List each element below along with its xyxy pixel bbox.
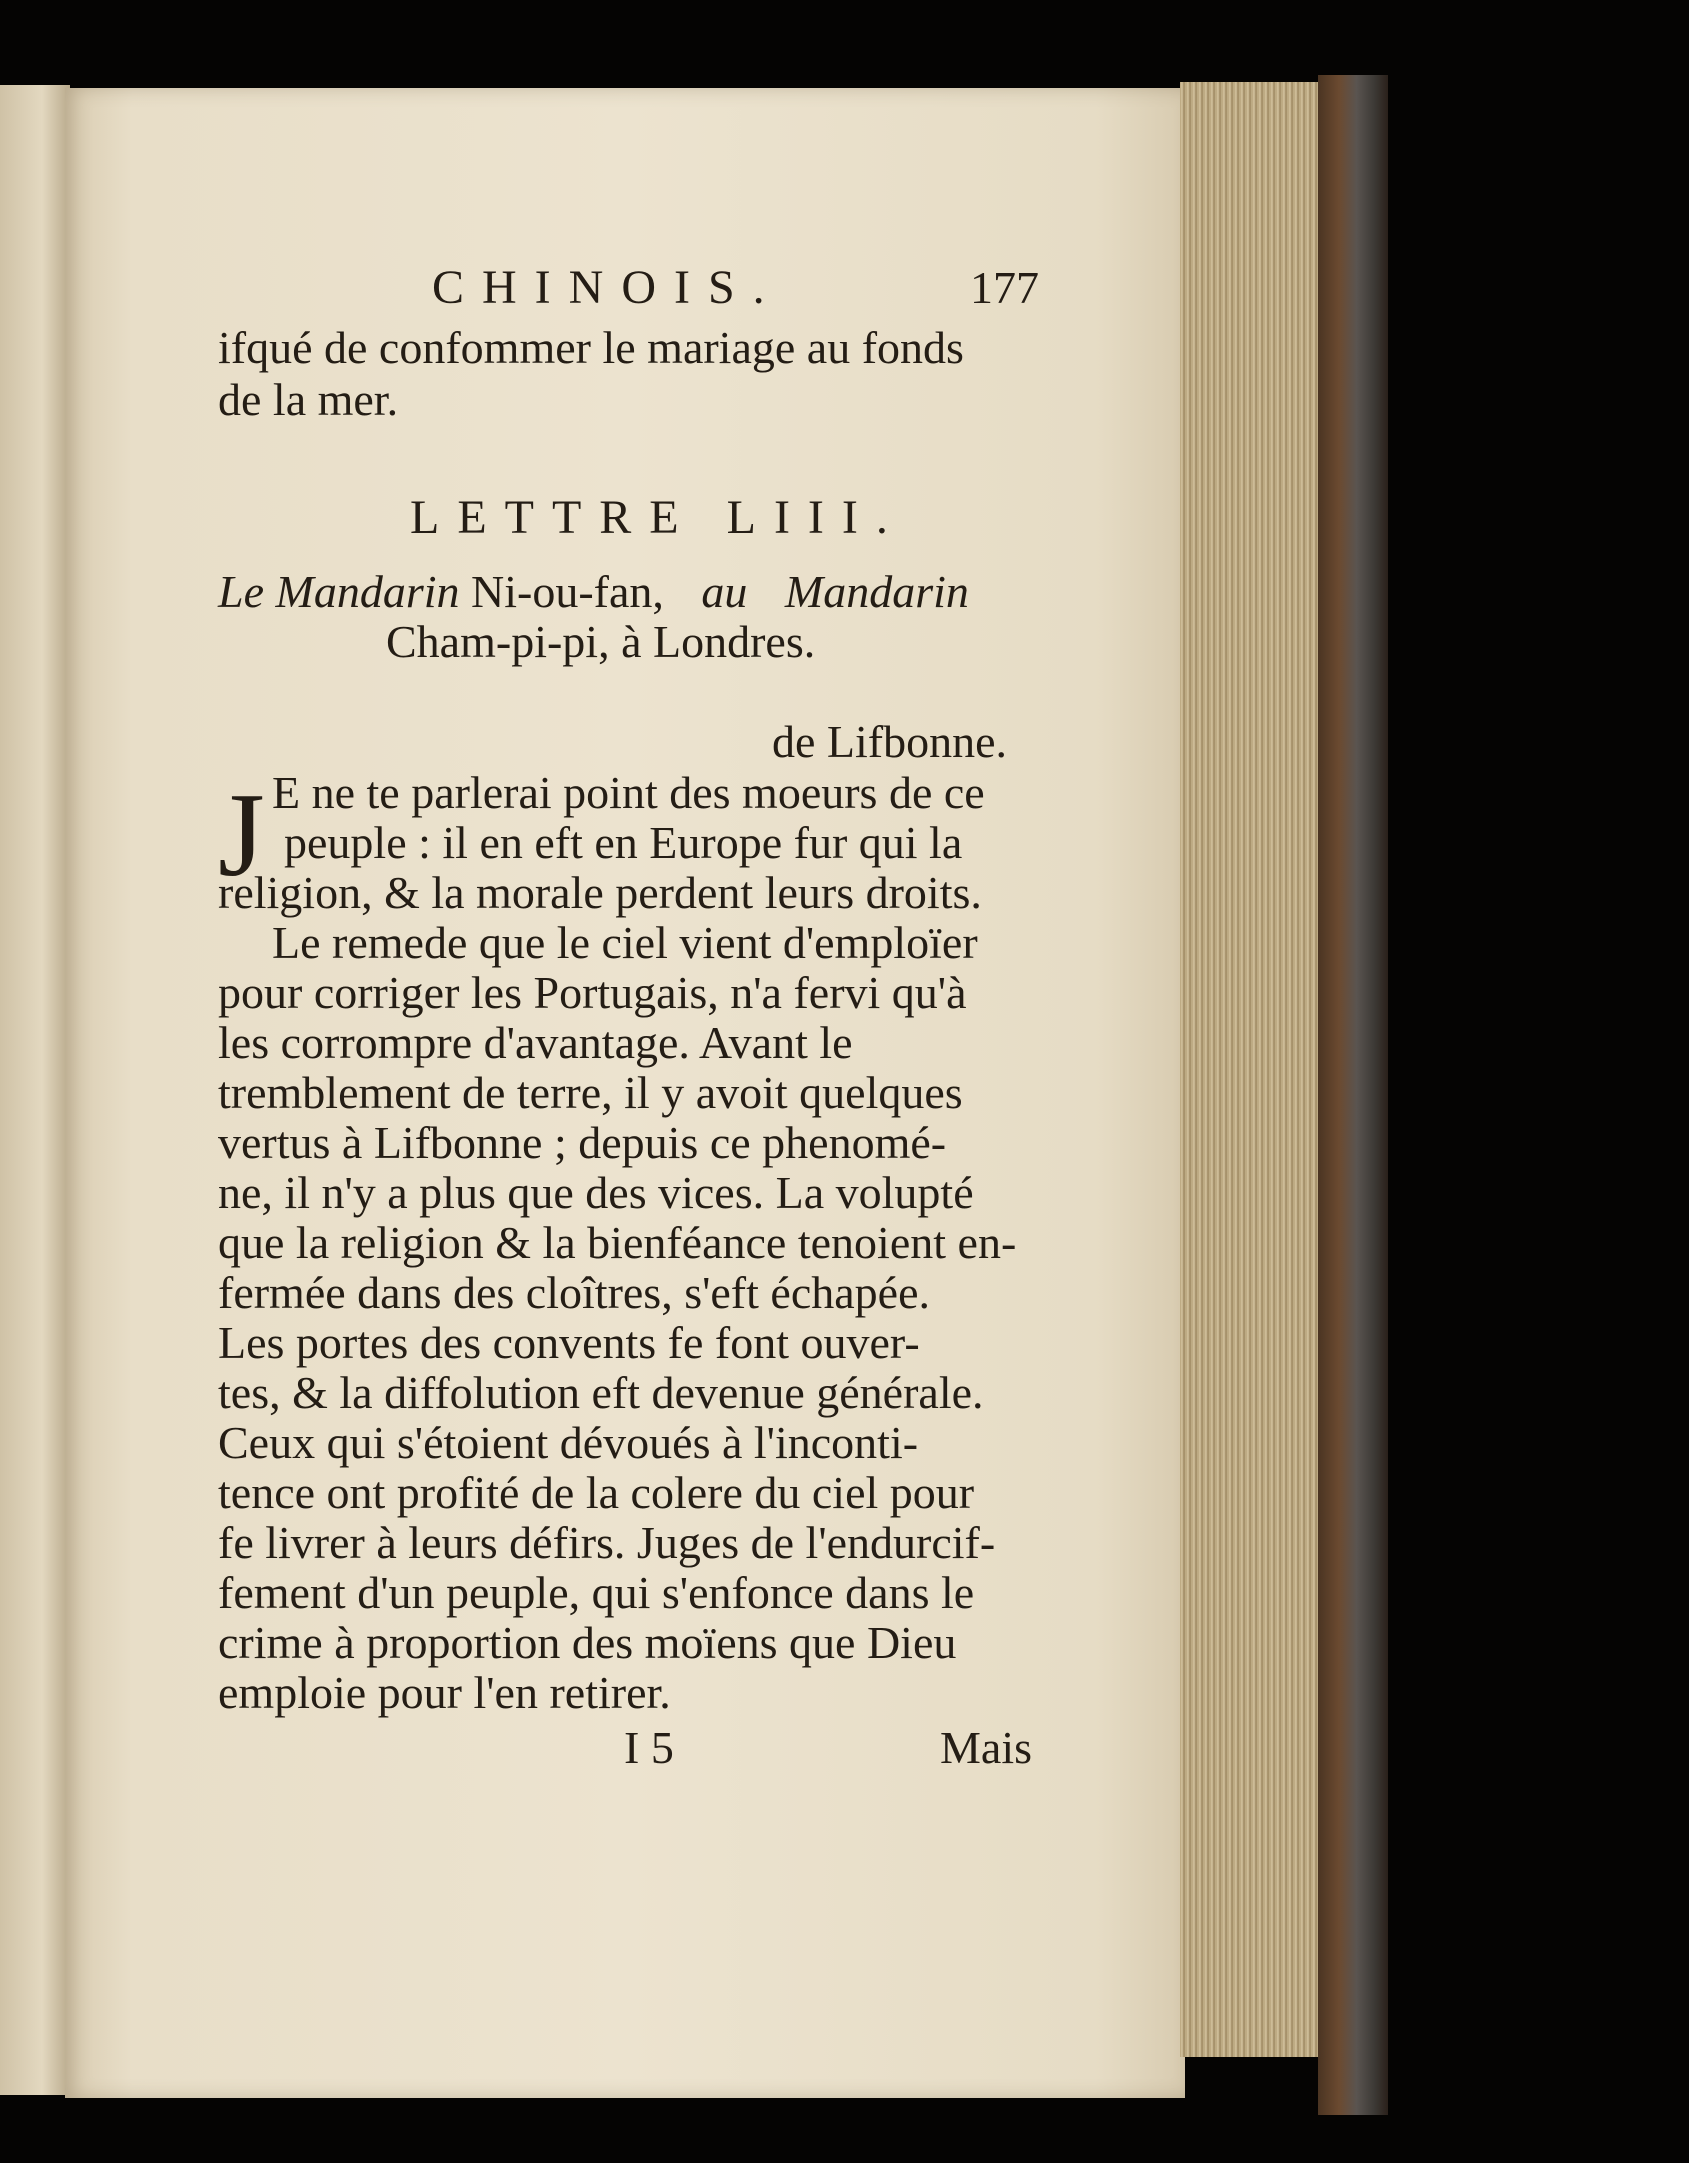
page-number: 177 <box>970 262 1039 313</box>
salutation-line-1 <box>218 566 969 618</box>
body-line: E ne te parlerai point des moeurs de ce <box>272 767 985 818</box>
body-line: tes, & la diffolution eft devenue générale. <box>218 1367 984 1418</box>
body-line: que la religion & la bienféance tenoient en- <box>218 1217 1017 1268</box>
body-line: fe livrer à leurs défirs. Juges de l'endurcif- <box>218 1517 996 1568</box>
salutation-from-name: Ni-ou-fan, <box>471 566 664 617</box>
signature-mark: I 5 <box>624 1722 674 1773</box>
body-line: fement d'un peuple, qui s'enfonce dans le <box>218 1567 975 1618</box>
body-line: pour corriger les Portugais, n'a fervi qu'à <box>218 967 967 1018</box>
salutation-from-prefix: Le Mandarin <box>218 566 460 617</box>
letter-place: de Lifbonne. <box>772 716 1008 767</box>
body-line: vertus à Lifbonne ; depuis ce phenomé- <box>218 1117 947 1168</box>
left-page-edge <box>0 85 70 2095</box>
body-line: Le remede que le ciel vient d'emploïer <box>272 917 978 968</box>
body-line: Les portes des convents fe font ouver- <box>218 1317 920 1368</box>
body-line: fermée dans des cloîtres, s'eft échapée. <box>218 1267 930 1318</box>
body-line: peuple : il en eft en Europe fur qui la <box>284 817 963 868</box>
salutation-to-title: Mandarin <box>784 566 969 617</box>
book-cover-edge <box>1318 75 1388 2115</box>
body-line: crime à proportion des moïens que Dieu <box>218 1617 957 1668</box>
drop-cap: J <box>218 768 265 901</box>
salutation-line-2: Cham-pi-pi, à Londres. <box>386 616 816 667</box>
catchword: Mais <box>940 1722 1032 1773</box>
carryover-line: de la mer. <box>218 374 399 425</box>
body-line: tremblement de terre, il y avoit quelques <box>218 1067 963 1118</box>
salutation-to-prefix: au <box>701 566 748 617</box>
body-line: ne, il n'y a plus que des vices. La volupté <box>218 1167 974 1218</box>
body-line: tence ont profité de la colere du ciel pour <box>218 1467 975 1518</box>
body-line: Ceux qui s'étoient dévoués à l'inconti- <box>218 1417 919 1468</box>
carryover-line: ifqué de confommer le mariage au fonds <box>218 322 964 373</box>
letter-heading: LETTRE LIII. <box>410 491 906 544</box>
page-block-edge <box>1180 82 1320 2057</box>
body-line: les corrompre d'avantage. Avant le <box>218 1017 853 1068</box>
body-line: emploie pour l'en retirer. <box>218 1667 671 1718</box>
body-line: religion, & la morale perdent leurs droits. <box>218 867 982 918</box>
running-title: CHINOIS. <box>432 261 783 314</box>
